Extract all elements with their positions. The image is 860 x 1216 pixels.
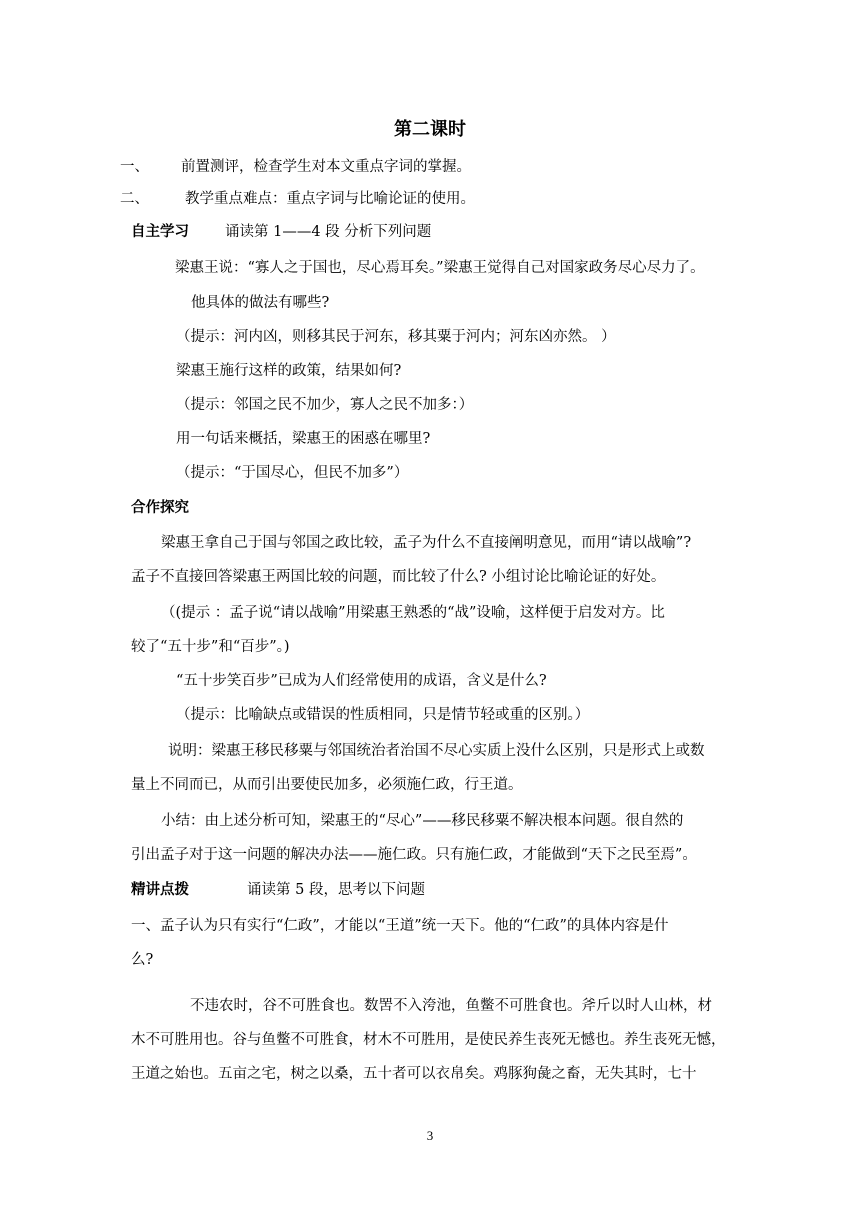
text-line: 梁惠王拿自己于国与邻国之政比较，孟子为什么不直接阐明意见，而用“请以战喻”?: [161, 535, 692, 551]
text-line: 他具体的做法有哪些?: [191, 295, 330, 311]
section-self-study-instruction: 诵读第 1——4 段 分析下列问题: [225, 224, 432, 240]
item-1-number: 一、: [120, 159, 149, 175]
item-2-text: 教学重点难点：重点字词与比喻论证的使用。: [185, 191, 475, 207]
section-key-points-instruction: 诵读第 5 段，思考以下问题: [247, 882, 425, 898]
section-cooperation-heading: 合作探究: [131, 500, 189, 516]
hint-line: （(提示 ：孟子说“请以战喻”用梁惠王熟悉的“战”设喻，这样便于启发对方。比: [161, 605, 665, 621]
page-number: 3: [426, 1128, 434, 1143]
summary-line: 小结：由上述分析可知，梁惠王的“尽心”——移民移粟不解决根本问题。很自然的: [161, 813, 684, 829]
quote-line: 王道之始也。五亩之宅，树之以桑，五十者可以衣帛矣。鸡豚狗彘之畜，无失其时，七十: [131, 1066, 697, 1082]
section-key-points-heading: 精讲点拨: [131, 882, 189, 898]
item-2-number: 二、: [120, 191, 149, 207]
text-line: 梁惠王施行这样的政策，结果如何?: [176, 363, 402, 379]
item-1: [120, 157, 471, 177]
explanation-line: 说明：梁惠王移民移粟与邻国统治者治国不尽心实质上没什么区别，只是形式上或数: [168, 743, 705, 759]
text-line: “五十步笑百步”已成为人们经常使用的成语，含义是什么?: [176, 673, 547, 689]
section-key-points: [131, 880, 425, 900]
question-line: 么?: [131, 952, 154, 968]
hint-line: （提示：“于国尽心，但民不加多”）: [176, 465, 409, 481]
hint-line: 较了“五十步”和“百步”。): [131, 639, 290, 655]
section-self-study: [131, 222, 431, 242]
quote-line: 不违农时，谷不可胜食也。数罟不入洿池，鱼鳖不可胜食也。斧斤以时人山林，材: [190, 998, 712, 1014]
text-line: 梁惠王说：“寡人之于国也，尽心焉耳矣。”梁惠王觉得自己对国家政务尽心尽力了。: [175, 260, 705, 276]
section-self-study-heading: 自主学习: [131, 224, 189, 240]
page-title: 第二课时: [394, 119, 466, 140]
text-line: 孟子不直接回答梁惠王两国比较的问题，而比较了什么? 小组讨论比喻论证的好处。: [131, 569, 666, 585]
summary-line: 引出孟子对于这一问题的解决办法——施仁政。只有施仁政，才能做到“天下之民至焉”。: [131, 847, 697, 863]
text-line: 用一句话来概括，梁惠王的困惑在哪里?: [176, 431, 431, 447]
hint-line: （提示：比喻缺点或错误的性质相同，只是情节轻或重的区别。）: [176, 707, 590, 723]
explanation-line: 量上不同而已，从而引出要使民加多，必须施仁政，行王道。: [131, 777, 523, 793]
hint-line: （提示：邻国之民不加少，寡人之民不加多：）: [176, 397, 474, 413]
section-cooperation: [131, 498, 189, 518]
item-1-text: 前置测评，检查学生对本文重点字词的掌握。: [181, 159, 471, 175]
quote-line: 木不可胜用也。谷与鱼鳖不可胜食，材木不可胜用，是使民养生丧死无憾也。养生丧死无憾，: [131, 1032, 726, 1048]
item-2: [120, 189, 475, 209]
hint-line: （提示：河内凶，则移其民于河东，移其粟于河内；河东凶亦然。 ）: [176, 329, 616, 345]
question-line: 一、孟子认为只有实行“仁政”，才能以“王道”统一天下。他的“仁政”的具体内容是什: [131, 918, 669, 934]
